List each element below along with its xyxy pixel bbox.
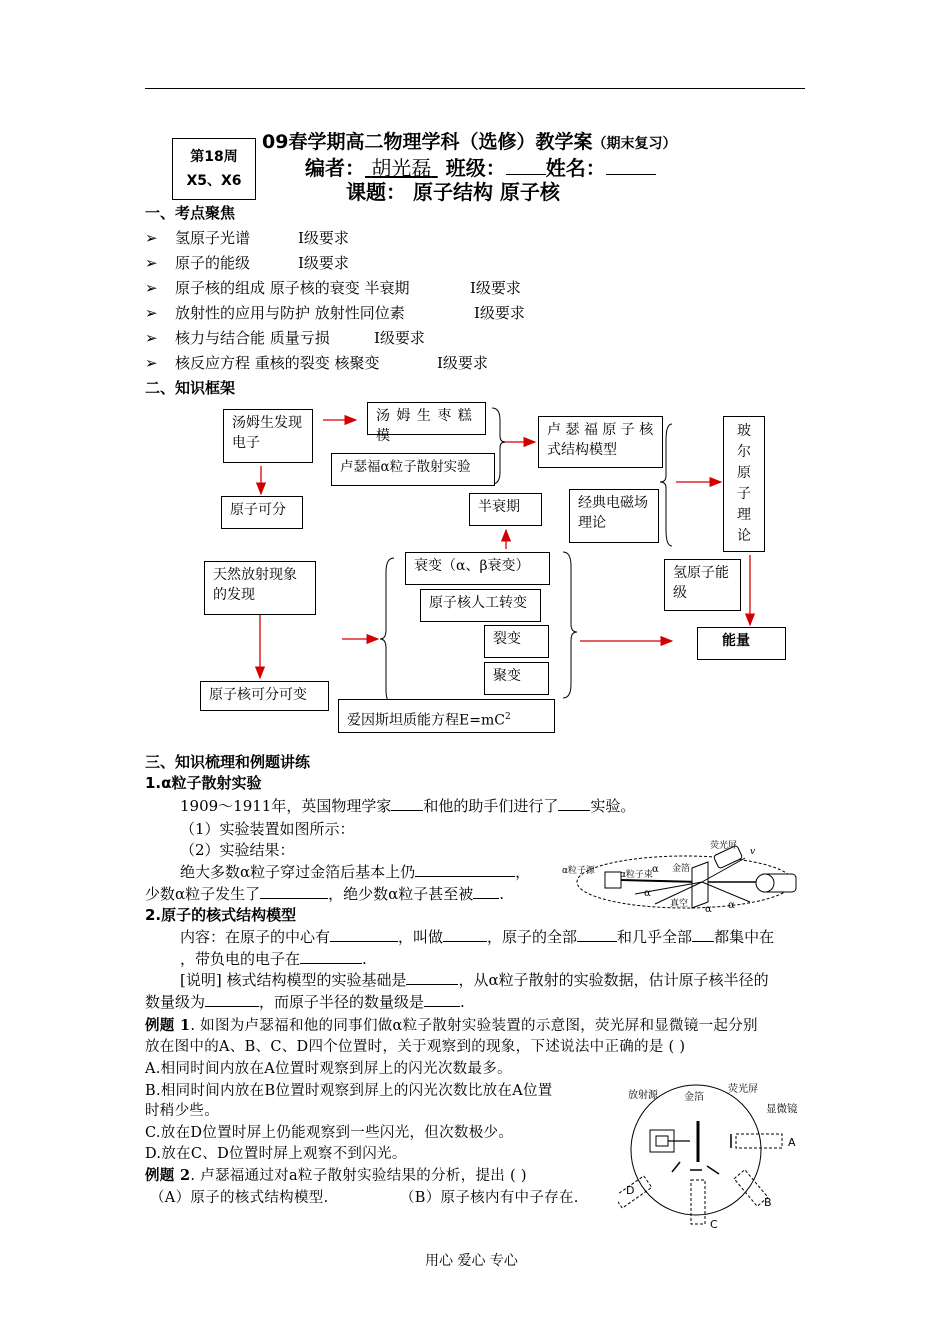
sub1-l4b: ， [515, 863, 531, 881]
section3-heading: 三、知识梳理和例题讲练 [145, 753, 311, 771]
label-microscope: 显微镜 [766, 1103, 798, 1115]
blank-nucleus-radius[interactable] [205, 992, 259, 1007]
label-foil-2: 金箔 [684, 1092, 704, 1103]
sub2-l4a: 数量级为 [145, 993, 206, 1011]
sub2-line3 [180, 969, 769, 990]
focus-item-level: Ⅰ级要求 [374, 329, 425, 347]
title-main: 09春学期高二物理学科（选修）教学案 [262, 131, 593, 153]
sub1-line1 [180, 795, 635, 816]
example1-option-b1: B.相同时间内放在B位置时观察到屏上的闪光次数比放在A位置 [145, 1083, 553, 1099]
title-note: （期末复习） [592, 136, 677, 152]
label-source: α粒子源 [562, 866, 595, 876]
box-nucleus-divisible: 原子核可分可变 [200, 681, 329, 711]
beam-line [621, 880, 700, 882]
example1-line2: 放在图中的A、B、C、D四个位置时，关于观察到的现象，下述说法中正确的是 ( ) [145, 1039, 686, 1055]
focus-item-text: 氢原子光谱 [175, 229, 251, 247]
box-half-life: 半衰期 [469, 493, 542, 526]
focus-item-level: Ⅰ级要求 [474, 304, 525, 322]
focus-item-text: 放射性的应用与防护 放射性同位素 [175, 304, 405, 322]
example2-l1: . 卢瑟福通过对a粒子散射实验结果的分析，提出 ( ) [190, 1168, 527, 1184]
label-alpha-1: α [652, 864, 659, 875]
section1-heading: 一、考点聚焦 [145, 204, 236, 222]
sub1-l5a: 少数α粒子发生了 [145, 885, 261, 903]
box-em-theory: 经典电磁场理论 [569, 489, 659, 543]
blank-direction[interactable] [415, 862, 515, 877]
section2-heading: 二、知识框架 [145, 379, 236, 397]
label-alpha-4: α [728, 900, 735, 911]
screen-d [672, 1162, 680, 1172]
box-fusion: 聚变 [484, 662, 549, 695]
example1-option-d: D.放在C、D位置时屏上观察不到闪光。 [145, 1146, 407, 1162]
microscope-b [734, 1170, 768, 1207]
focus-item-text: 原子核的组成 原子核的衰变 半衰期 [175, 279, 410, 297]
label-a: A [788, 1136, 796, 1149]
sub2-l2a: ，带负电的电子在 [180, 950, 301, 968]
sub1-l1c: 实验。 [590, 797, 636, 815]
sub2-l2b: . [362, 950, 367, 968]
sub1-l5b: ，绝少数α粒子甚至被 [328, 885, 474, 903]
focus-item-level: Ⅰ级要求 [470, 279, 521, 297]
box-artificial: 原子核人工转变 [420, 589, 541, 622]
sub2-l3b: ，从α粒子散射的实验数据，估计原子核半径的 [458, 971, 769, 989]
sub2-l1b: ，叫做 [398, 928, 444, 946]
bullet-arrow-icon: ➢ [145, 354, 158, 372]
sub1-l1b: 和他的助手们进行了 [423, 797, 559, 815]
label-b: B [764, 1196, 772, 1209]
box-thomson-model: 汤 姆 生 枣 糕 模 [367, 402, 486, 435]
example1-option-b2: 时稍少些。 [145, 1103, 219, 1119]
sub2-line1 [180, 926, 774, 947]
sub2-l1d: 和几乎全部 [617, 928, 693, 946]
blank-experiment[interactable] [558, 796, 590, 811]
sub2-l1c: ，原子的全部 [487, 928, 578, 946]
box-thomson-electron: 汤姆生发现电子 [223, 409, 313, 463]
box-einstein [338, 699, 555, 733]
focus-item-text: 原子的能级 [175, 254, 251, 272]
focus-item-level: Ⅰ级要求 [298, 229, 349, 247]
bullet-arrow-icon: ➢ [145, 329, 158, 347]
brace-reactions-right [563, 552, 577, 698]
blank-name[interactable] [443, 927, 487, 942]
box-rutherford-exp: 卢瑟福α粒子散射实验 [331, 453, 495, 486]
box-natural-radio: 天然放射现象的发现 [204, 561, 316, 615]
sub2-l1a: 内容：在原子的中心有 [180, 928, 331, 946]
sub1-line4 [180, 861, 530, 882]
topic-line: 课题： 原子结构 原子核 [346, 180, 560, 204]
sub2-heading: 2.原子的核式结构模型 [145, 906, 297, 924]
label-source-2: 放射源 [628, 1090, 658, 1101]
example1-option-a: A.相同时间内放在A位置时观察到屏上的闪光次数最多。 [145, 1061, 512, 1077]
sub1-l1a: 1909～1911年，英国物理学家 [180, 797, 392, 815]
positions-figure [618, 1078, 808, 1230]
example1-l1: . 如图为卢瑟福和他的同事们做α粒子散射实验装置的示意图，荧光屏和显微镜一起分别 [190, 1018, 758, 1034]
blank-deflection[interactable] [260, 884, 328, 899]
label-screen-2: 荧光屏 [728, 1084, 758, 1095]
sub1-heading: 1.α粒子散射实验 [145, 774, 262, 792]
blank-atom-radius[interactable] [424, 992, 460, 1007]
label-foil: 金箔 [672, 864, 691, 874]
example2-option-a: （A）原子的核式结构模型. [150, 1190, 329, 1206]
microscope-lens [756, 874, 774, 892]
bullet-arrow-icon: ➢ [145, 279, 158, 297]
box-rutherford-model: 卢 瑟 福 原 子 核式结构模型 [538, 416, 663, 468]
sub1-line5 [145, 883, 504, 904]
sub2-line2 [180, 948, 367, 969]
author-name: 胡光磊 [371, 156, 432, 180]
label-alpha-3: α [705, 904, 712, 915]
example1-label: 例题 1 [145, 1017, 191, 1034]
blank-electron[interactable] [300, 949, 362, 964]
lesson-label: X5、X6 [186, 173, 242, 189]
example1-option-c: C.放在D位置时屏上仍能观察到一些闪光，但次数极少。 [145, 1125, 514, 1141]
blank-mass[interactable] [692, 927, 714, 942]
scatter-line-e [702, 882, 750, 902]
source-box [605, 872, 621, 888]
sub2-line4 [145, 991, 465, 1012]
sub1-l4a: 绝大多数α粒子穿过金箔后基本上仍 [180, 863, 416, 881]
box-fission: 裂变 [484, 625, 549, 658]
label-c: C [710, 1218, 718, 1230]
gold-foil-shape [692, 862, 708, 908]
focus-item-text: 核反应方程 重核的裂变 核聚变 [175, 354, 380, 372]
blank-charge[interactable] [577, 927, 617, 942]
author-label: 编者： [305, 156, 365, 180]
microscope-c [691, 1180, 705, 1224]
label-v: v [750, 847, 756, 857]
focus-item-level: Ⅰ级要求 [437, 354, 488, 372]
box-decay: 衰变（α、β衰变） [405, 552, 550, 585]
focus-item-level: Ⅰ级要求 [298, 254, 349, 272]
sub2-l4b: ，而原子半径的数量级是 [259, 993, 425, 1011]
box-atom-divisible: 原子可分 [221, 496, 303, 529]
blank-nucleus[interactable] [330, 927, 398, 942]
sub2-l1e: 都集中在 [714, 928, 775, 946]
einstein-text: 爱因斯坦质能方程E=mC [347, 712, 505, 729]
box-hydrogen-level: 氢原子能级 [664, 559, 741, 611]
sub1-l5c: . [499, 885, 505, 903]
example2-option-b: （B）原子核内有中子存在. [400, 1190, 579, 1206]
sub2-l3a: [说明] 核式结构模型的实验基础是 [180, 971, 407, 989]
sub1-line2: （1）实验装置如图所示： [180, 820, 355, 838]
focus-item-text: 核力与结合能 质量亏损 [175, 329, 330, 347]
class-label: 班级： [445, 156, 506, 180]
blank-basis[interactable] [406, 970, 458, 985]
bullet-arrow-icon: ➢ [145, 229, 158, 247]
sub2-l4c: . [460, 993, 465, 1011]
sub1-line3: （2）实验结果： [180, 841, 295, 859]
blank-bounce[interactable] [473, 884, 499, 899]
brace-reactions-left [380, 558, 394, 704]
name-label: 姓名： [545, 156, 606, 180]
blank-physicist[interactable] [391, 796, 423, 811]
label-beam: α粒子束 [620, 870, 653, 880]
example2-label: 例题 2 [145, 1167, 191, 1184]
example1-line1 [145, 1014, 758, 1035]
label-screen: 荧光屏 [710, 841, 738, 851]
page-footer: 用心 爱心 专心 [425, 1253, 518, 1269]
label-vacuum: 真空 [670, 899, 689, 909]
label-alpha-2: α [644, 888, 651, 899]
box-energy: 能量 [697, 627, 786, 660]
bullet-arrow-icon: ➢ [145, 304, 158, 322]
screen-b [707, 1166, 719, 1174]
einstein-sup: 2 [504, 712, 511, 722]
label-d: D [626, 1184, 635, 1197]
example2-line1 [145, 1164, 527, 1185]
box-bohr: 玻尔原子理论 [723, 416, 765, 552]
week-label: 第18周 [190, 149, 238, 165]
bullet-arrow-icon: ➢ [145, 254, 158, 272]
scattering-apparatus-figure [560, 838, 805, 918]
